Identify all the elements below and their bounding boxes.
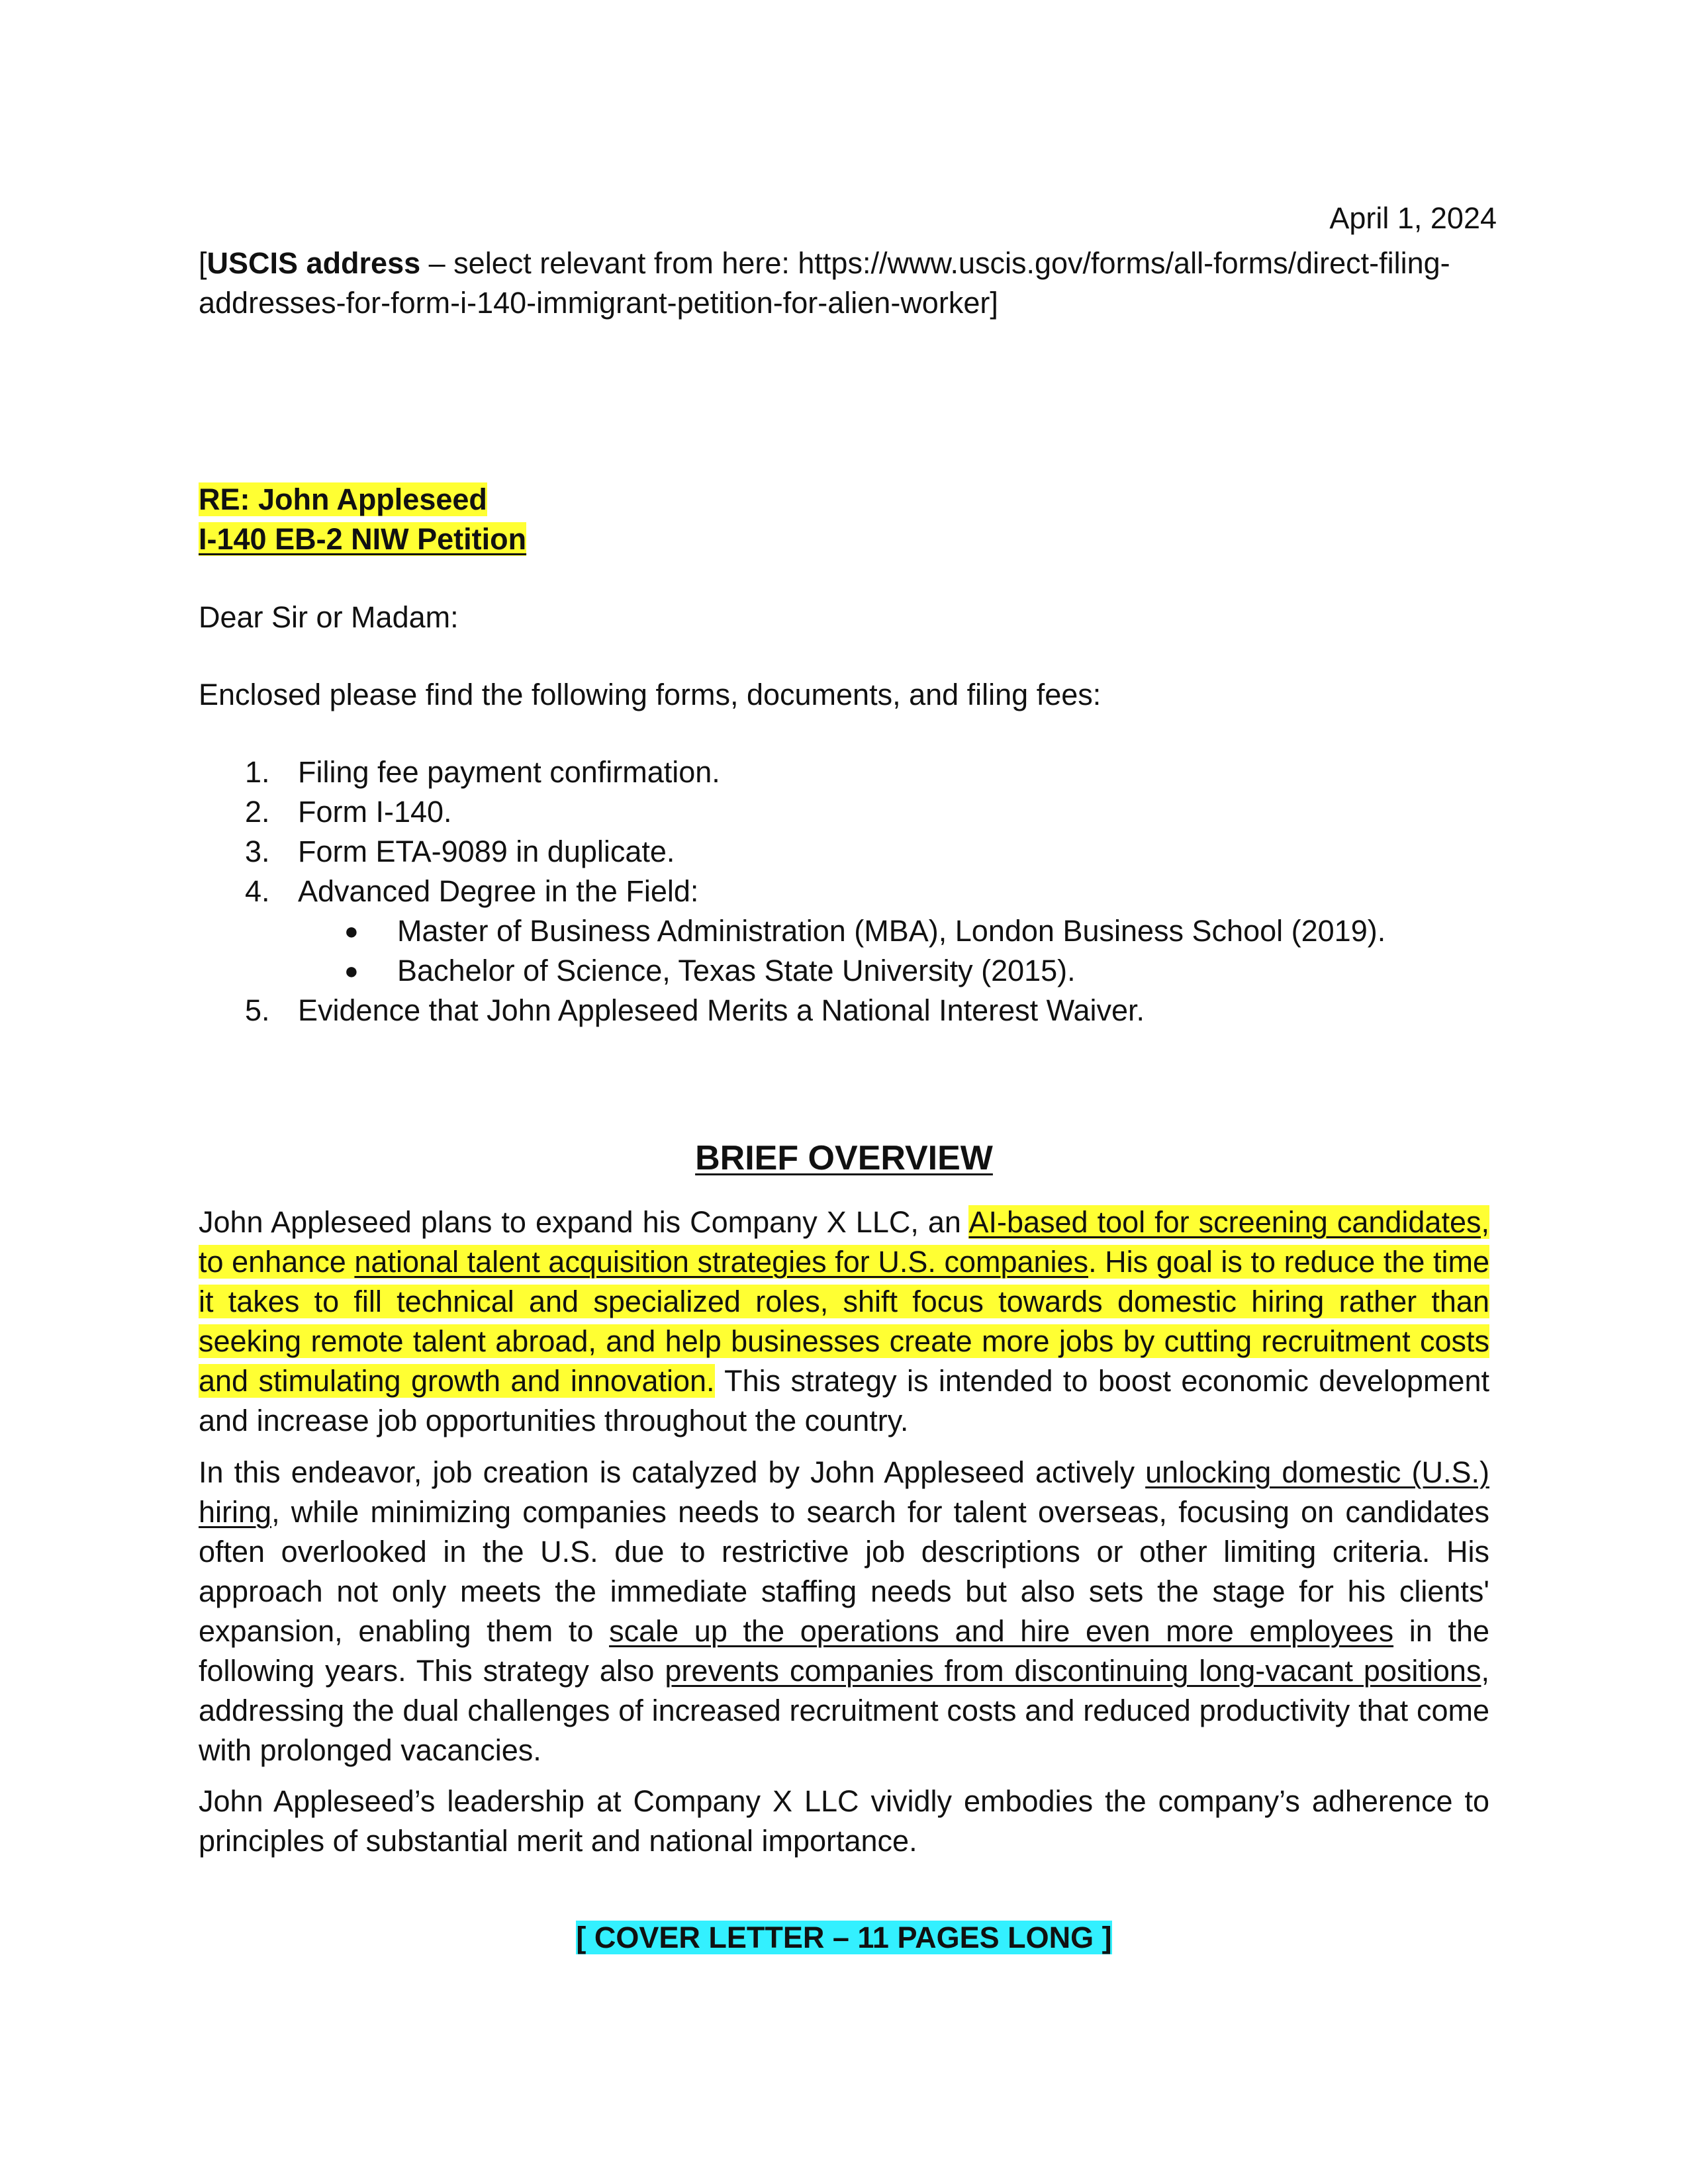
reference-block [199,480,526,559]
p1-part-a: John Appleseed plans to expand his Company X LLC, an [199,1205,969,1239]
list-item [199,832,1489,872]
p1-part-e: . His goal is to reduce the time it takes to fill technical and specialized roles, shift focus towards domestic hiring rather than seeking remote talent abroad, and help businesses create more jobs by cutting recruitment costs and stimulating growth and innovation. [199,1245,1489,1398]
list-number: 3. [245,835,270,868]
section-title [199,1137,1489,1179]
page-length-note [199,1918,1489,1958]
p2-part-d: scale up the operations and hire even more employees [609,1614,1394,1648]
list-number: 2. [245,795,270,829]
degree-list [298,911,1489,991]
page-length-note-text: [ COVER LETTER – 11 PAGES LONG ] [576,1921,1112,1954]
enclosure-intro: Enclosed please find the following forms, documents, and filing fees: [199,678,1102,711]
p1-part-b: AI-based tool for screening candidates [968,1205,1481,1239]
list-item [199,752,1489,792]
list-item [199,991,1489,1030]
p1-part-d: national talent acquisition strategies for U.S. companies [354,1245,1089,1279]
list-number: 5. [245,993,270,1027]
p2-part-b: unlocking domestic (U.S.) hiring [199,1455,1489,1529]
p2-part-e: in the following years. This strategy also [199,1614,1489,1688]
address-instruction: – select relevant from here: https://www.uscis.gov/forms/all-forms/direct-filing-addresses-for-form-i-140-immigrant-petition-for-alien-worker] [199,246,1450,320]
p2-part-c: , while minimizing companies needs to search for talent overseas, focusing on candidates often overlooked in the U.S. due to restrictive job descriptions or other limiting criteria. His approach not only meets the immediate staffing needs but also sets the stage for his clients' expansion, enabling them to [199,1495,1489,1648]
p2-part-f: prevents companies from discontinuing long-vacant positions [665,1654,1481,1688]
list-item [199,792,1489,832]
degree-item [298,911,1489,951]
bullet-icon: ● [344,917,359,944]
re-line: RE: John Appleseed [199,482,487,516]
list-item-text: Form ETA-9089 in duplicate. [298,835,675,868]
degree-text: Master of Business Administration (MBA), London Business School (2019). [397,914,1386,948]
p1-part-c: , to enhance [199,1205,1489,1279]
address-open-bracket: [ [199,246,207,280]
address-label: USCIS address [207,246,421,280]
p1-part-f: This strategy is intended to boost economic development and increase job opportunities throughout the country. [199,1364,1489,1437]
list-item-text: Advanced Degree in the Field: [298,874,699,908]
list-item [199,872,1489,991]
overview-paragraph-3: John Appleseed’s leadership at Company X LLC vividly embodies the company’s adherence to principles of substantial merit and national importance. [199,1784,1489,1858]
enclosure-list [199,752,1489,1030]
section-title-text: BRIEF OVERVIEW [695,1139,993,1177]
list-item-text: Evidence that John Appleseed Merits a National Interest Waiver. [298,993,1145,1027]
letter-date: April 1, 2024 [1329,201,1497,235]
overview-paragraph-2 [199,1453,1489,1770]
list-number: 1. [245,755,270,789]
degree-text: Bachelor of Science, Texas State University (2015). [397,954,1076,987]
p2-part-a: In this endeavor, job creation is catalyzed by John Appleseed actively [199,1455,1146,1489]
list-item-text: Filing fee payment confirmation. [298,755,720,789]
overview-paragraph-1 [199,1203,1489,1441]
list-number: 4. [245,874,270,908]
list-item-text: Form I-140. [298,795,452,829]
petition-line: I-140 EB-2 NIW Petition [199,522,527,556]
p2-part-g: , addressing the dual challenges of increased recruitment costs and reduced productivity that come with prolonged vacancies. [199,1654,1489,1767]
address-placeholder [199,244,1489,323]
salutation: Dear Sir or Madam: [199,600,459,634]
degree-item [298,951,1489,991]
bullet-icon: ● [344,957,359,984]
